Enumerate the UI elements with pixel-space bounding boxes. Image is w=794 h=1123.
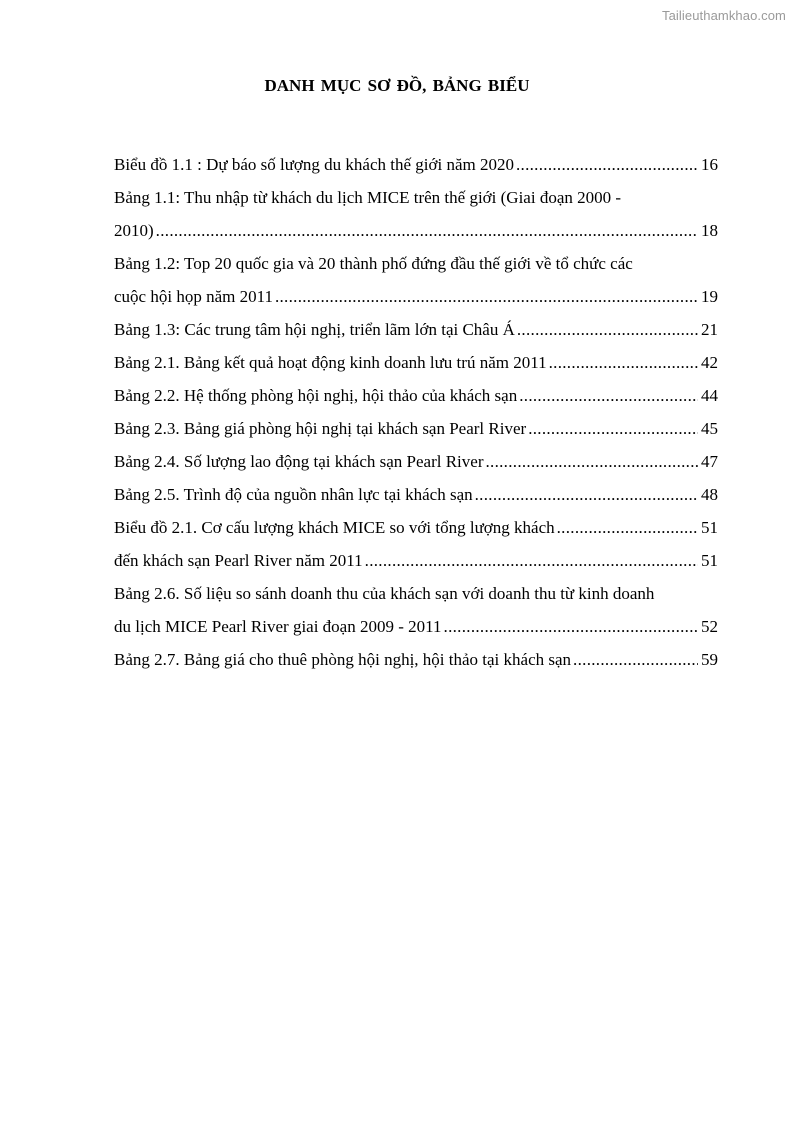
dot-leader [547,346,698,379]
toc-entry[interactable] [114,478,718,511]
toc-entry-text: đến khách sạn Pearl River năm 2011 [114,551,363,570]
watermark: Tailieuthamkhao.com [661,8,786,23]
dot-leader [517,379,698,412]
dot-leader [555,511,698,544]
toc-entry-text: 2010) [114,221,154,240]
toc-entry-text: Bảng 2.3. Bảng giá phòng hội nghị tại khách sạn Pearl River [114,419,527,438]
toc-entry-text: Biểu đồ 2.1. Cơ cấu lượng khách MICE so với tổng lượng khách [114,518,555,537]
toc-entry-text: Bảng 1.3: Các trung tâm hội nghị, triển lãm lớn tại Châu Á [114,320,515,339]
toc-entry-text: Bảng 2.5. Trình độ của nguồn nhân lực tại khách sạn [114,485,473,504]
dot-leader [473,478,698,511]
dot-leader [526,412,698,445]
toc-entry-text: Bảng 2.2. Hệ thống phòng hội nghị, hội thảo của khách sạn [114,386,518,405]
toc-entry-text: Biểu đồ 1.1 : Dự báo số lượng du khách thế giới năm 2020 [114,155,514,174]
toc-page-number: 16 [701,155,718,174]
dot-leader [514,148,698,181]
toc-entry-text: Bảng 1.1: Thu nhập từ khách du lịch MICE trên thế giới (Giai đoạn 2000 - [114,188,622,207]
toc-page-number: 52 [701,617,718,636]
toc-entry[interactable] [114,181,718,247]
toc-entry[interactable] [114,511,718,544]
toc-entry-text: Bảng 2.6. Số liệu so sánh doanh thu của khách sạn với doanh thu từ kinh doanh [114,584,655,603]
toc-page-number: 45 [701,419,718,438]
dot-leader [154,214,698,247]
toc-entry[interactable] [114,445,718,478]
toc-entry[interactable] [114,643,718,676]
toc-entry[interactable] [114,148,718,181]
dot-leader [442,610,698,643]
dot-leader [571,643,698,676]
dot-leader [273,280,698,313]
page-title: DANH MỤC SƠ ĐỒ, BẢNG BIỂU [264,76,530,95]
figure-table-list [114,148,718,676]
toc-entry[interactable] [114,577,718,643]
toc-entry-text: Bảng 2.4. Số lượng lao động tại khách sạn Pearl River [114,452,484,471]
toc-entry[interactable] [114,313,718,346]
toc-page-number: 48 [701,485,718,504]
dot-leader [483,445,698,478]
toc-entry[interactable] [114,346,718,379]
toc-entry-text: Bảng 2.1. Bảng kết quả hoạt động kinh doanh lưu trú năm 2011 [114,353,547,372]
toc-entry-text: cuộc hội họp năm 2011 [114,287,273,306]
toc-entry-text: Bảng 1.2: Top 20 quốc gia và 20 thành phố đứng đầu thế giới về tổ chức các [114,254,633,273]
toc-entry-text: du lịch MICE Pearl River giai đoạn 2009 - 2011 [114,617,442,636]
toc-page-number: 42 [701,353,718,372]
toc-entry[interactable] [114,247,718,313]
toc-page-number: 18 [701,221,718,240]
toc-page-number: 19 [701,287,718,306]
dot-leader [515,313,698,346]
toc-entry[interactable] [114,544,718,577]
toc-entry-text: Bảng 2.7. Bảng giá cho thuê phòng hội nghị, hội thảo tại khách sạn [114,650,572,669]
toc-page-number: 59 [701,650,718,669]
toc-entry[interactable] [114,379,718,412]
toc-page-number: 47 [701,452,718,471]
toc-page-number: 21 [701,320,718,339]
toc-page-number: 51 [701,551,718,570]
toc-page-number: 44 [701,386,718,405]
toc-page-number: 51 [701,518,718,537]
dot-leader [363,544,698,577]
toc-entry[interactable] [114,412,718,445]
